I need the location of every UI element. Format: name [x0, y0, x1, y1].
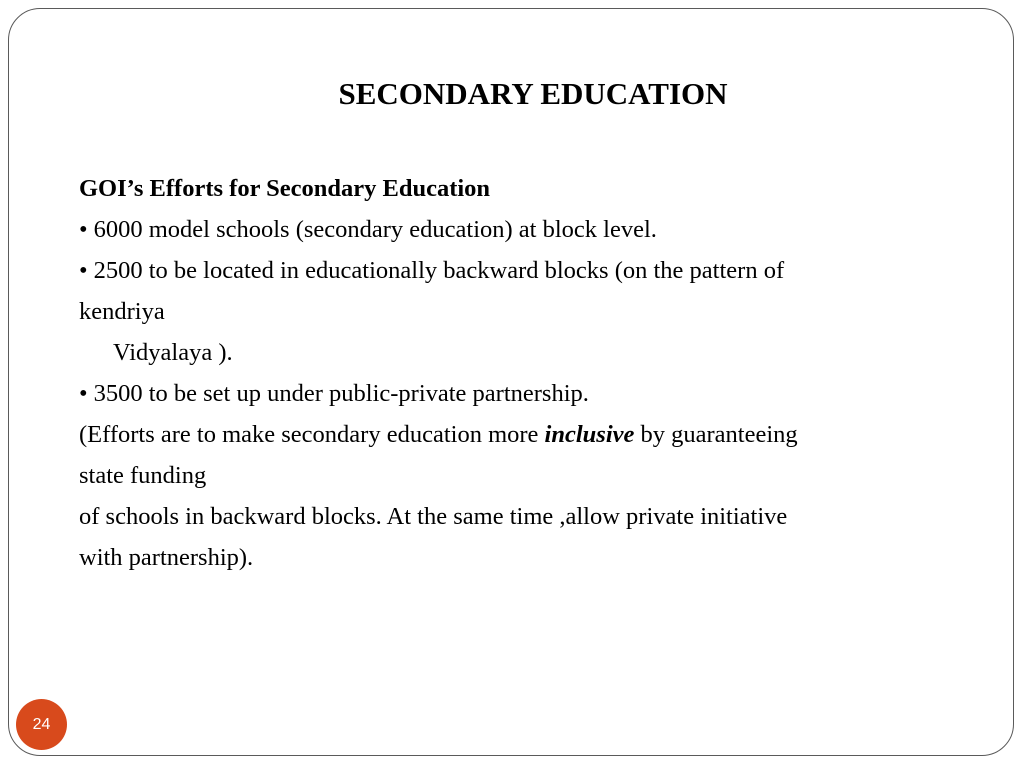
bullet-icon: • — [79, 216, 88, 243]
note-line-1 — [79, 414, 994, 455]
slide-body — [79, 168, 994, 578]
emphasized-word: inclusive — [544, 421, 635, 448]
note-text: by guaranteeing — [634, 421, 798, 448]
page-number-badge: 24 — [16, 699, 67, 750]
bullet-item-1 — [79, 209, 994, 250]
bullet-icon: • — [79, 257, 88, 284]
note-line-4: with partnership). — [79, 544, 254, 571]
bullet-icon: • — [79, 380, 88, 407]
bullet-item-2-indented-line: Vidyalaya ). — [113, 339, 233, 366]
slide-title: SECONDARY EDUCATION — [338, 76, 728, 111]
bullet-text-3: 3500 to be set up under public-private partnership. — [93, 380, 589, 407]
bullet-item-2 — [79, 250, 994, 291]
note-line-2: state funding — [79, 462, 207, 489]
bullet-text-1: 6000 model schools (secondary education) at block level. — [93, 216, 657, 243]
bullet-text-2: 2500 to be located in educationally backward blocks (on the pattern of — [93, 257, 785, 284]
section-heading: GOI’s Efforts for Secondary Education — [79, 175, 491, 202]
bullet-item-2-continuation: kendriya — [79, 298, 165, 325]
bullet-item-3 — [79, 373, 994, 414]
note-text: (Efforts are to make secondary education more — [79, 421, 545, 448]
note-line-3: of schools in backward blocks. At the same time ,allow private initiative — [79, 503, 788, 530]
